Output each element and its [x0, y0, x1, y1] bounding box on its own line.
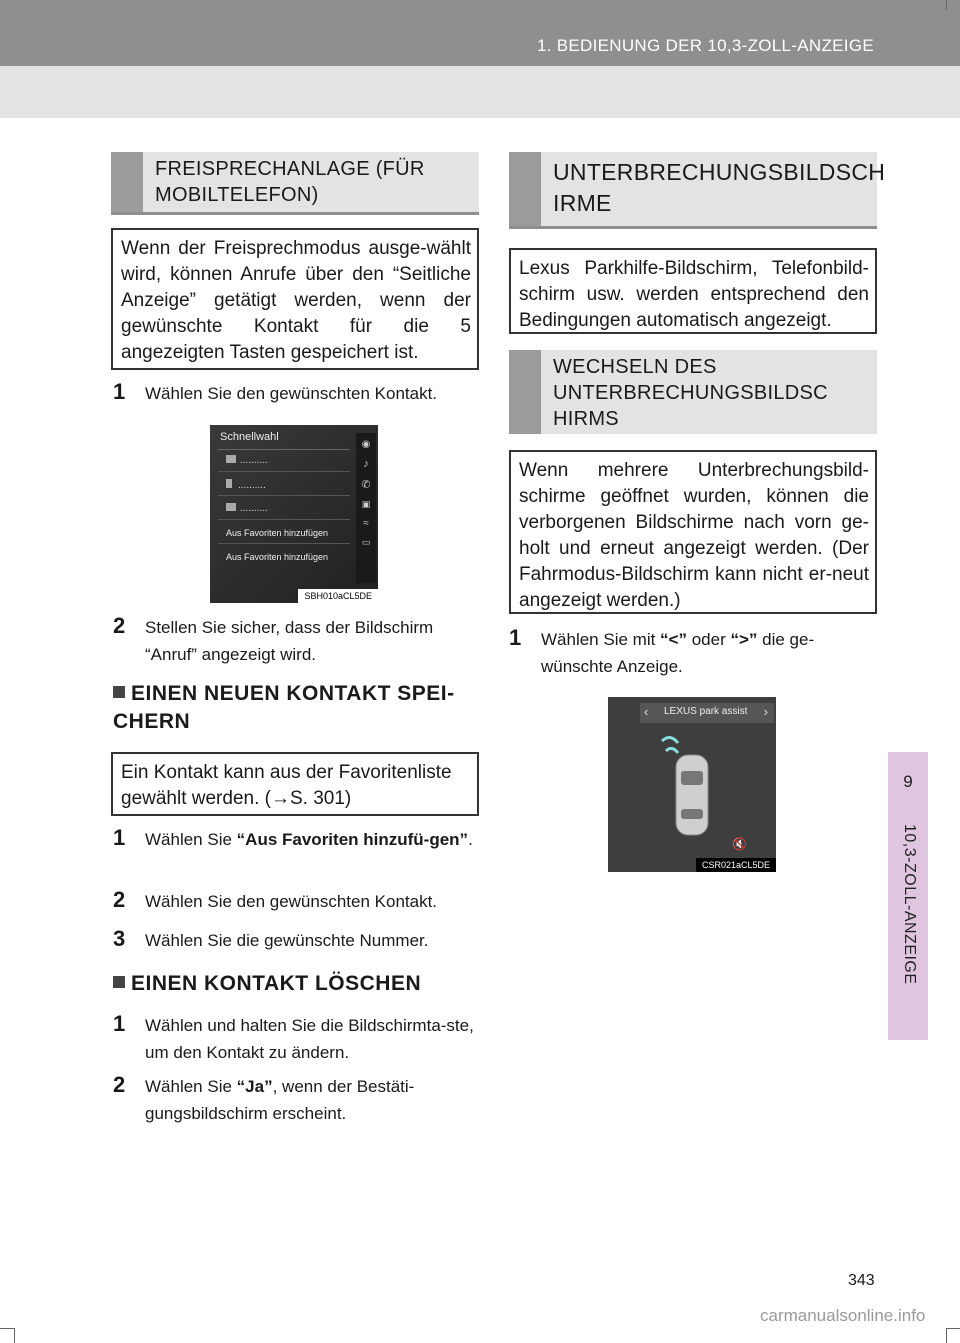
add-from-favorites-button[interactable]: Aus Favoriten hinzufügen	[226, 552, 329, 562]
step-number: 1	[509, 625, 522, 650]
car-top-view-icon	[608, 697, 776, 872]
mute-icon[interactable]: 🔇	[732, 837, 747, 851]
step-confirm-yes	[113, 1073, 477, 1127]
watermark: carmanualsonline.info	[760, 1306, 926, 1325]
chapter-tab-text: 10,3-ZOLL-ANZEIGE	[901, 824, 918, 985]
info-box-favorites: Ein Kontakt kann aus der Favoritenliste gewählt werden. (→S. 301)	[111, 752, 479, 816]
next-arrow-button[interactable]: ›	[763, 704, 768, 719]
step-text: Wählen Sie die gewünschte Nummer.	[145, 931, 429, 950]
bullet-square	[113, 976, 125, 988]
prev-arrow-button[interactable]: ‹	[644, 704, 649, 719]
screen-icon[interactable]: ▭	[361, 537, 371, 547]
step-text: Wählen Sie “Ja”, wenn der Bestäti-gungsbildschirm erscheint.	[145, 1077, 415, 1123]
speed-dial-row[interactable]: ..........	[226, 479, 266, 491]
button-reference: “Ja”	[236, 1077, 273, 1096]
step-select-contact-2	[113, 888, 477, 915]
heading-stripe	[509, 152, 541, 226]
step-hold-button	[113, 1012, 477, 1066]
subheading-text: EINEN NEUEN KONTAKT SPEI-CHERN	[113, 682, 455, 733]
intro-box: Wenn der Freisprechmodus ausge-wählt wird, können Anrufe über den “Seitliche Anzeige” getätigt werden, wenn der gewünschte Kontakt für die 5 angezeigten Tasten gespeichert ist.	[111, 228, 479, 370]
step-select-contact	[113, 380, 477, 407]
section-heading-text: FREISPRECHANLAGE (FÜR MOBILTELEFON)	[155, 158, 425, 206]
screenshot-schnellwahl	[210, 425, 378, 603]
intro-box-interrupt: Lexus Parkhilfe-Bildschirm, Telefonbild-schirm usw. werden entsprechend den Bedingungen automatisch angezeigt.	[509, 248, 877, 334]
step-add-from-favorites	[113, 826, 477, 853]
section-heading-text: UNTERBRECHUNGSBILDSCH IRME	[553, 159, 886, 216]
step-text: Wählen Sie den gewünschten Kontakt.	[145, 892, 438, 911]
screen-title: Schnellwahl	[220, 431, 279, 443]
header-band	[0, 66, 960, 118]
step-text: Wählen Sie mit “<” oder “>” die ge-wünschte Anzeige.	[541, 630, 815, 676]
chapter-title: 1. BEDIENUNG DER 10,3-ZOLL-ANZEIGE	[536, 36, 874, 55]
step-number: 1	[113, 1011, 126, 1036]
subheading-text: EINEN KONTAKT LÖSCHEN	[131, 972, 422, 995]
info-box-switch: Wenn mehrere Unterbrechungsbild-schirme geöffnet wurden, können die verborgenen Bildschirme nach vorn ge-holt und erneut angezeigt werden. (Der Fahrmodus-Bildschirm kann nicht er-neut angezeigt werden.)	[509, 450, 877, 614]
section-heading-switch	[509, 350, 877, 434]
step-text: Wählen Sie den gewünschten Kontakt.	[145, 384, 438, 403]
speed-dial-row[interactable]: ..........	[226, 455, 268, 466]
step-number: 3	[113, 926, 126, 951]
step-confirm-call	[113, 614, 477, 668]
crop-mark	[946, 1328, 960, 1343]
arrow-left-reference: “<”	[660, 630, 687, 649]
button-reference: “Aus Favoriten hinzufü-gen”	[236, 830, 469, 849]
bullet-square	[113, 686, 125, 698]
step-text: Wählen Sie “Aus Favoriten hinzufü-gen”.	[145, 830, 473, 849]
step-number: 1	[113, 825, 126, 850]
music-icon[interactable]: ♪	[363, 458, 369, 470]
image-code: CSR021aCL5DE	[696, 858, 776, 872]
page-number: 343	[848, 1272, 875, 1289]
section-heading-interrupt	[509, 152, 886, 229]
arrow-right-reference: “>”	[730, 630, 758, 649]
info-icon[interactable]: ◉	[361, 439, 371, 450]
speed-dial-row[interactable]: ..........	[226, 503, 268, 514]
step-number: 2	[113, 1072, 126, 1097]
step-text: Stellen Sie sicher, dass der Bildschirm “Anruf” angezeigt wird.	[145, 618, 434, 664]
crop-mark	[946, 0, 960, 10]
chapter-number: 9	[903, 772, 913, 791]
phone-icon[interactable]: ✆	[361, 479, 371, 491]
heading-stripe	[111, 152, 143, 212]
heading-stripe	[509, 350, 541, 434]
image-icon[interactable]: ▣	[361, 499, 371, 509]
crop-mark	[0, 1328, 15, 1343]
step-number: 1	[113, 379, 126, 404]
screen-title: LEXUS park assist	[664, 706, 748, 717]
step-select-display	[509, 626, 877, 680]
step-text: Wählen und halten Sie die Bildschirmta-ste, um den Kontakt zu ändern.	[145, 1016, 474, 1062]
subheading-new-contact	[113, 680, 477, 736]
chapter-tab-label	[888, 810, 928, 1040]
step-number: 2	[113, 613, 126, 638]
step-number: 2	[113, 887, 126, 912]
subheading-delete-contact	[113, 970, 477, 998]
side-menu	[356, 433, 376, 583]
step-select-number	[113, 927, 477, 954]
image-code: SBH010aCL5DE	[298, 589, 378, 603]
section-heading-freisprech	[111, 152, 479, 215]
chapter-tab[interactable]	[888, 752, 928, 810]
section-heading-text: WECHSELN DES UNTERBRECHUNGSBILDSC HIRMS	[553, 356, 828, 430]
header-bar	[0, 0, 960, 66]
route-icon[interactable]: ≈	[363, 518, 369, 529]
screenshot-park-assist	[608, 697, 776, 872]
add-from-favorites-button[interactable]: Aus Favoriten hinzufügen	[226, 528, 329, 538]
